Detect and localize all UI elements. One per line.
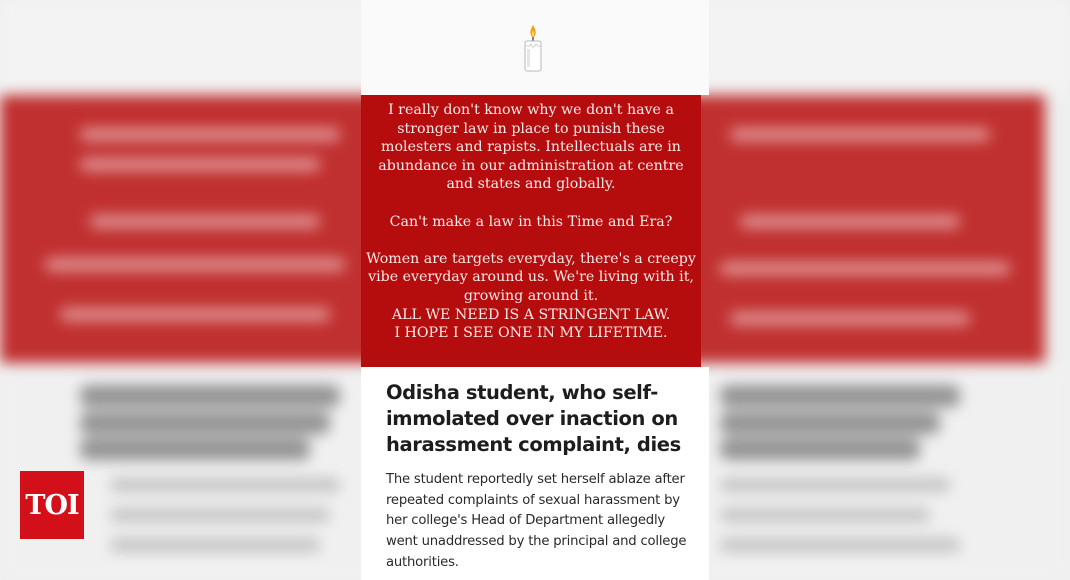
blurred-text-line	[720, 262, 1010, 275]
blurred-heading-line	[80, 412, 330, 434]
blurred-text-line	[80, 158, 320, 171]
article-summary: The student reportedly set herself ablaze after repeated complaints of sexual harassment by her college's Head of Department allegedly went unaddressed by the principal and college authorities.	[386, 472, 687, 570]
quote-line: and states and globally.	[446, 176, 616, 193]
blurred-body-line	[720, 508, 930, 522]
blurred-heading-line	[80, 438, 310, 460]
quote-spacer	[361, 194, 701, 213]
quote-line: Can't make a law in this Time and Era?	[389, 213, 673, 230]
blurred-body-line	[720, 478, 950, 492]
blurred-heading-line	[720, 385, 960, 407]
article-headline[interactable]: Odisha student, who self-immolated over inaction on harassment complaint, dies	[386, 381, 681, 456]
quote-line: Women are targets everyday, there's a creepy	[366, 250, 696, 267]
blurred-text-line	[90, 215, 320, 228]
article-preview[interactable]	[361, 367, 709, 580]
toi-logo: TOI	[20, 471, 84, 539]
quote-line: growing around it.	[463, 287, 599, 304]
blurred-heading-line	[720, 438, 920, 460]
blurred-body-line	[110, 538, 320, 552]
blurred-text-line	[730, 128, 990, 141]
blurred-text-line	[60, 308, 330, 321]
quote-spacer	[361, 231, 701, 250]
quote-line: molesters and rapists. Intellectuals are in	[381, 139, 681, 156]
blurred-heading-line	[720, 412, 940, 434]
candle-icon	[521, 24, 545, 74]
quote-line: abundance in our administration at centre	[378, 157, 684, 174]
blurred-text-line	[740, 215, 960, 228]
blurred-body-line	[720, 538, 960, 552]
blurred-text-line	[45, 258, 345, 271]
blurred-body-line	[110, 508, 330, 522]
blurred-text-line	[730, 312, 970, 325]
quote-line: stronger law in place to punish these	[397, 120, 665, 137]
quote-line: I really don't know why we don't have a	[388, 102, 674, 118]
quote-box	[361, 95, 701, 367]
blurred-body-line	[110, 478, 340, 492]
blurred-text-line	[80, 128, 340, 141]
card-header-area	[361, 0, 709, 95]
story-card	[361, 0, 709, 580]
quote-line: vibe everyday around us. We're living with it,	[368, 269, 694, 286]
quote-line: I HOPE I SEE ONE IN MY LIFETIME.	[394, 325, 668, 342]
blurred-heading-line	[80, 385, 340, 407]
quote-line: ALL WE NEED IS A STRINGENT LAW.	[391, 306, 671, 323]
